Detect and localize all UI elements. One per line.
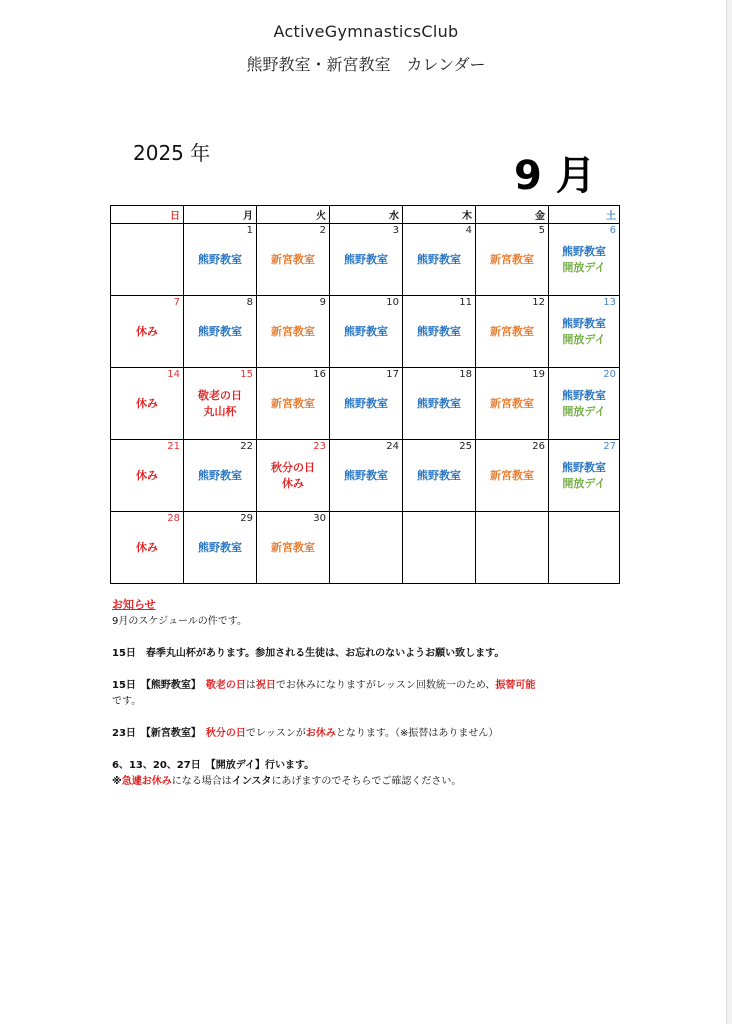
calendar-day-cell [257, 440, 330, 512]
day-events [549, 460, 619, 492]
day-number: 9 [319, 297, 326, 308]
day-number: 11 [459, 297, 472, 308]
day-number: 7 [173, 297, 180, 308]
event-red: 秋分の日 [271, 461, 315, 474]
event-kumano: 熊野教室 [417, 253, 461, 266]
calendar-table [110, 205, 620, 584]
notice-segment: でお休みになりますがレッスン回数統一のため、 [275, 680, 496, 691]
day-events [549, 316, 619, 348]
day-number: 16 [313, 369, 326, 380]
event-red: 休み [136, 397, 158, 410]
event-shingu: 新宮教室 [490, 325, 534, 338]
notice-segment: 急遽お休み [121, 776, 172, 787]
day-events [549, 388, 619, 420]
calendar-week-row [111, 368, 620, 440]
day-events [330, 468, 402, 484]
calendar-week-row [111, 224, 620, 296]
day-events [403, 324, 475, 340]
day-events [111, 540, 183, 556]
day-number: 15 [240, 369, 253, 380]
day-events [476, 324, 548, 340]
year-label: 2025 年 [133, 141, 211, 165]
day-events [257, 252, 329, 268]
calendar-day-cell [476, 224, 549, 296]
calendar-empty-cell [549, 512, 620, 584]
event-kumano: 熊野教室 [562, 389, 606, 402]
day-number: 20 [603, 369, 616, 380]
calendar-empty-cell [111, 224, 184, 296]
event-kumano: 熊野教室 [198, 325, 242, 338]
calendar-day-cell [257, 296, 330, 368]
calendar-day-cell [184, 512, 257, 584]
day-events [184, 540, 256, 556]
notice-segment: 秋分の日 [205, 728, 246, 739]
calendar-day-cell [403, 440, 476, 512]
event-shingu: 新宮教室 [271, 253, 315, 266]
day-events [184, 324, 256, 340]
day-events [257, 540, 329, 556]
day-events [184, 468, 256, 484]
event-kumano: 熊野教室 [562, 317, 606, 330]
day-events [257, 460, 329, 492]
month-label: 9 月 [514, 153, 596, 199]
weekday-header-row [111, 206, 620, 224]
day-number: 17 [386, 369, 399, 380]
calendar-empty-cell [476, 512, 549, 584]
event-kumano: 熊野教室 [344, 325, 388, 338]
notice-segment: お休み [305, 728, 336, 739]
calendar-day-cell [330, 224, 403, 296]
day-events [330, 324, 402, 340]
day-events [476, 396, 548, 412]
event-kumano: 熊野教室 [198, 469, 242, 482]
notice-keiro-no-hi [112, 678, 632, 694]
event-shingu: 新宮教室 [490, 469, 534, 482]
day-number: 22 [240, 441, 253, 452]
day-events [257, 324, 329, 340]
day-number: 14 [167, 369, 180, 380]
day-number: 13 [603, 297, 616, 308]
weekday-tue: 火 [257, 206, 330, 224]
notices-section [112, 597, 632, 790]
day-number: 24 [386, 441, 399, 452]
calendar-day-cell [184, 440, 257, 512]
day-events [184, 388, 256, 420]
weekday-sun: 日 [111, 206, 184, 224]
event-kaiho: 開放デイ [562, 477, 606, 490]
calendar-day-cell [257, 224, 330, 296]
notice-segment: 振替可能 [495, 680, 536, 691]
event-kumano: 熊野教室 [198, 253, 242, 266]
calendar-day-cell [549, 224, 620, 296]
day-events [111, 396, 183, 412]
calendar-subtitle: 熊野教室・新宮教室 カレンダー [246, 55, 486, 74]
day-number: 5 [538, 225, 545, 236]
calendar-day-cell [111, 512, 184, 584]
calendar-day-cell [549, 368, 620, 440]
notice-segment: 23日 【新宮教室】 [112, 728, 206, 739]
weekday-thu: 木 [403, 206, 476, 224]
calendar-day-cell [184, 296, 257, 368]
event-red: 休み [136, 325, 158, 338]
page-edge [726, 0, 732, 1024]
day-events [330, 252, 402, 268]
notice-segment: ※ [112, 776, 122, 787]
event-kumano: 熊野教室 [344, 253, 388, 266]
notice-segment: でレッスンが [245, 728, 306, 739]
day-number: 18 [459, 369, 472, 380]
event-kaiho: 開放デイ [562, 405, 606, 418]
notice-segment: 敬老の日 [205, 680, 246, 691]
day-events [257, 396, 329, 412]
event-shingu: 新宮教室 [490, 397, 534, 410]
event-kumano: 熊野教室 [562, 461, 606, 474]
day-number: 23 [313, 441, 326, 452]
calendar-week-row [111, 512, 620, 584]
calendar-day-cell [111, 368, 184, 440]
weekday-mon: 月 [184, 206, 257, 224]
notice-sudden-closure [112, 774, 632, 790]
day-number: 4 [465, 225, 472, 236]
event-kumano: 熊野教室 [562, 245, 606, 258]
calendar-day-cell [549, 440, 620, 512]
day-events [476, 252, 548, 268]
day-number: 21 [167, 441, 180, 452]
day-number: 1 [246, 225, 253, 236]
event-kaiho: 開放デイ [562, 261, 606, 274]
event-red: 休み [282, 477, 304, 490]
calendar-day-cell [330, 368, 403, 440]
weekday-sat: 土 [549, 206, 620, 224]
day-number: 29 [240, 513, 253, 524]
calendar-empty-cell [330, 512, 403, 584]
day-number: 10 [386, 297, 399, 308]
day-events [403, 252, 475, 268]
weekday-wed: 水 [330, 206, 403, 224]
calendar-day-cell [476, 296, 549, 368]
event-shingu: 新宮教室 [271, 325, 315, 338]
calendar-day-cell [549, 296, 620, 368]
notice-segment: は [245, 680, 256, 691]
calendar-day-cell [403, 296, 476, 368]
calendar-week-row [111, 440, 620, 512]
calendar-day-cell [330, 296, 403, 368]
calendar-day-cell [184, 224, 257, 296]
calendar-day-cell [111, 296, 184, 368]
notice-maruyama-cup: 15日 春季丸山杯があります。参加される生徒は、お忘れのないようお願い致します。 [112, 648, 505, 659]
day-number: 27 [603, 441, 616, 452]
day-events [549, 244, 619, 276]
event-kumano: 熊野教室 [417, 469, 461, 482]
day-events [403, 468, 475, 484]
calendar-day-cell [257, 512, 330, 584]
event-shingu: 新宮教室 [271, 541, 315, 554]
event-kumano: 熊野教室 [344, 397, 388, 410]
event-red: 敬老の日 [198, 389, 242, 402]
notice-segment: インスタ [231, 776, 272, 787]
day-number: 28 [167, 513, 180, 524]
day-number: 25 [459, 441, 472, 452]
club-name: ActiveGymnasticsClub [273, 22, 459, 41]
day-number: 12 [532, 297, 545, 308]
calendar-day-cell [403, 368, 476, 440]
day-number: 3 [392, 225, 399, 236]
day-events [403, 396, 475, 412]
event-shingu: 新宮教室 [271, 397, 315, 410]
notice-open-day: 6、13、20、27日 【開放デイ】行います。 [112, 760, 315, 771]
event-kumano: 熊野教室 [198, 541, 242, 554]
event-red: 休み [136, 541, 158, 554]
day-number: 6 [609, 225, 616, 236]
notices-title: お知らせ [112, 598, 156, 611]
calendar-day-cell [476, 368, 549, 440]
day-number: 2 [319, 225, 326, 236]
day-events [111, 468, 183, 484]
calendar-day-cell [257, 368, 330, 440]
calendar-day-cell [111, 440, 184, 512]
notice-keiro-no-hi-cont: です。 [112, 696, 142, 707]
day-events [184, 252, 256, 268]
day-events [330, 396, 402, 412]
event-kaiho: 開放デイ [562, 333, 606, 346]
event-kumano: 熊野教室 [417, 325, 461, 338]
event-red: 休み [136, 469, 158, 482]
day-number: 26 [532, 441, 545, 452]
notice-segment: 祝日 [255, 680, 276, 691]
day-number: 19 [532, 369, 545, 380]
day-number: 30 [313, 513, 326, 524]
notice-segment: になる場合は [171, 776, 232, 787]
calendar-day-cell [330, 440, 403, 512]
event-kumano: 熊野教室 [417, 397, 461, 410]
notice-intro: 9月のスケジュールの件です。 [112, 616, 247, 627]
calendar-day-cell [476, 440, 549, 512]
event-kumano: 熊野教室 [344, 469, 388, 482]
notice-shubun-no-hi [112, 726, 632, 742]
calendar-day-cell [403, 224, 476, 296]
event-red: 丸山杯 [203, 405, 237, 418]
calendar-week-row [111, 296, 620, 368]
calendar-empty-cell [403, 512, 476, 584]
weekday-fri: 金 [476, 206, 549, 224]
notice-segment: となります。（※振替はありません） [335, 728, 499, 739]
calendar-day-cell [184, 368, 257, 440]
day-number: 8 [246, 297, 253, 308]
notice-segment: 15日 【熊野教室】 [112, 680, 206, 691]
day-events [476, 468, 548, 484]
day-events [111, 324, 183, 340]
event-shingu: 新宮教室 [490, 253, 534, 266]
notice-segment: にあげますのでそちらでご確認ください。 [271, 776, 462, 787]
